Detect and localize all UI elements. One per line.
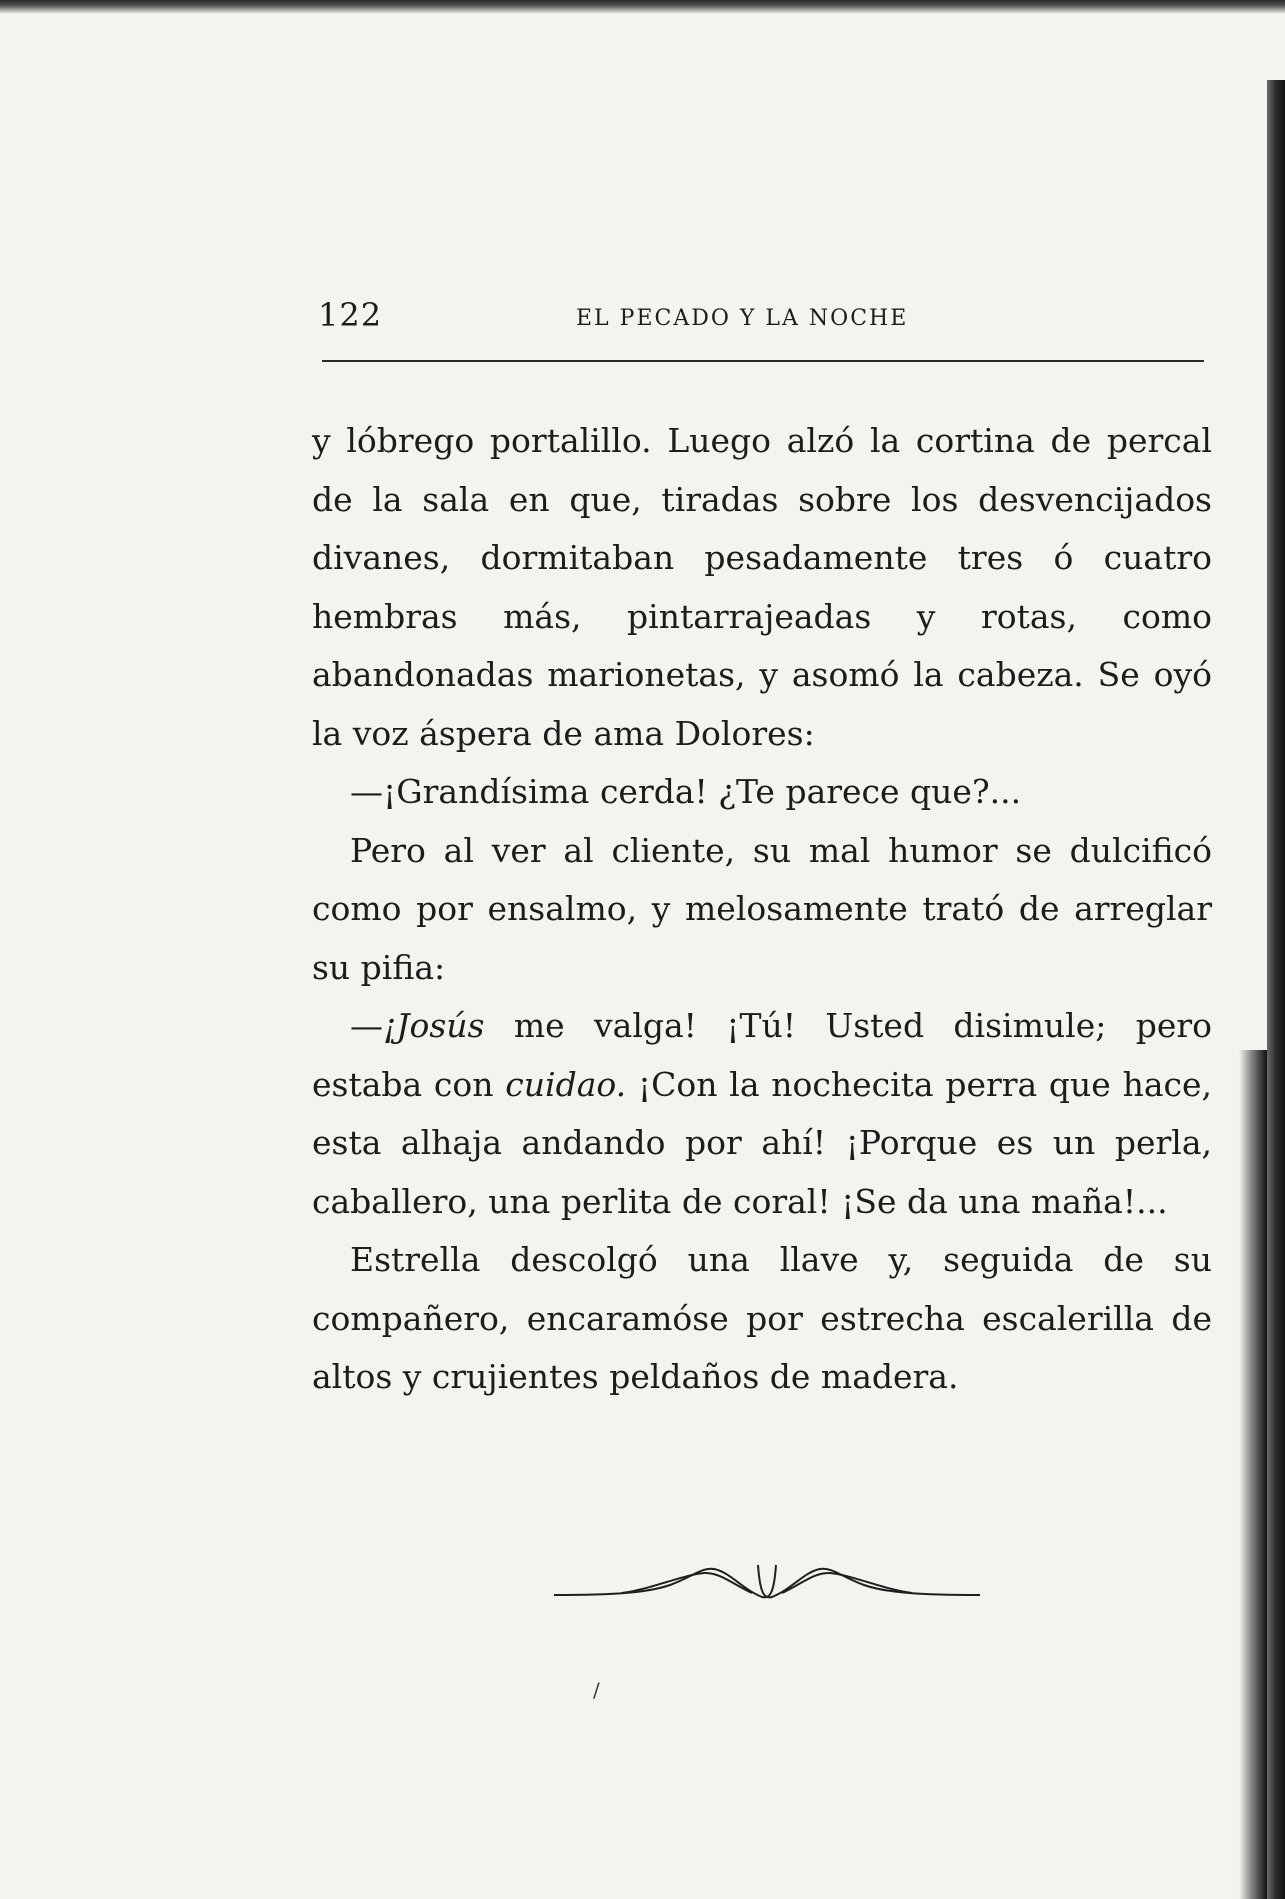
tailpiece-ornament-icon [552, 1555, 982, 1607]
italic-word-cuidao: cuidao. [505, 1064, 627, 1104]
running-title: EL PECADO Y LA NOCHE [576, 306, 909, 331]
scan-right-shadow [1239, 1050, 1267, 1899]
paragraph-5: Estrella descolgó una llave y, seguida de su compañero, encaramóse por estrecha escalerilla de altos y crujientes peldaños de madera. [312, 1240, 1212, 1396]
scan-top-edge [0, 0, 1285, 14]
paragraph-4-end: ¡Con la nochecita perra que hace, esta alhaja andando por ahí! ¡Porque es un perla, caballero, una perlita de coral! ¡Se da una maña!... [312, 1064, 1213, 1221]
stray-ink-mark: / [593, 1678, 600, 1702]
page-number: 122 [318, 296, 383, 334]
paragraph-1: y lóbrego portalillo. Luego alzó la cortina de percal de la sala en que, tiradas sobre los desvencijados divanes, dormitaban pesadamente tres ó cuatro hembras más, pintarrajeadas y rotas, como abandonadas marionetas, y asomó la cabeza. Se oyó la voz áspera de ama Dolores: [312, 421, 1212, 753]
paragraph-4 [312, 997, 1212, 1231]
italic-word-josus: ¡Josús [383, 1006, 485, 1045]
body-text [312, 412, 1212, 1407]
paragraph-4-middle: me valga! ¡Tú! Usted disimule; pero estaba con [312, 1006, 1212, 1104]
header-rule [322, 360, 1204, 362]
paragraph-2: —¡Grandísima cerda! ¿Te parece que?... [350, 772, 1022, 811]
dialogue-dash: — [350, 1006, 383, 1045]
page-header [318, 296, 1202, 346]
paragraph-3: Pero al ver al cliente, su mal humor se dulcificó como por ensalmo, y melosamente trató de arreglar su pifia: [312, 830, 1212, 987]
scan-right-edge [1267, 80, 1285, 1899]
